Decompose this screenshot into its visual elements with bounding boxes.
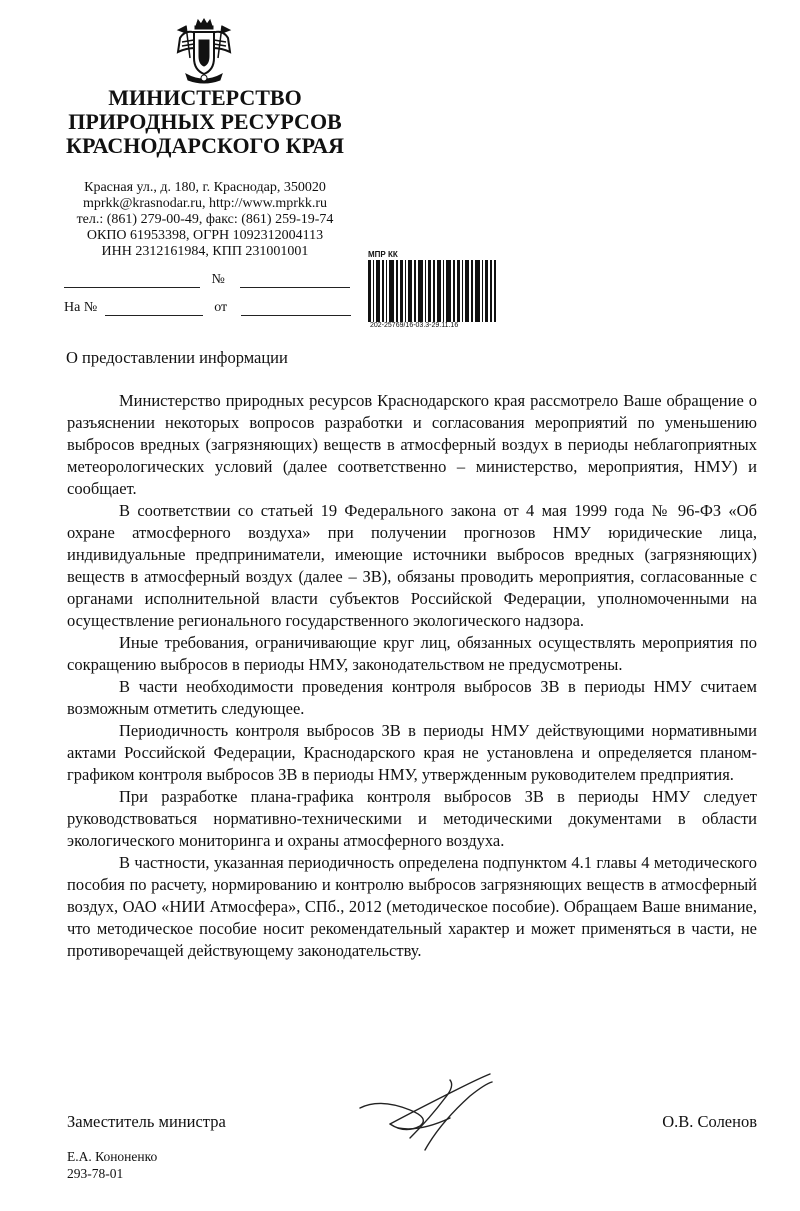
outgoing-number-line (64, 272, 350, 288)
body-paragraph: Периодичность контроля выбросов ЗВ в периоды НМУ действующими нормативными актами Российской Федерации, Краснодарского края не установлена и определяется планом-графиком контроля выбросов ЗВ в периоды НМУ, утвержденным руководителем предприятия. (67, 721, 757, 784)
body-paragraph: В части необходимости проведения контроля выбросов ЗВ в периоды НМУ считаем возможным отметить следующее. (67, 677, 757, 718)
contact-address: Красная ул., д. 180, г. Краснодар, 350020 (84, 180, 326, 195)
body-paragraph: В частности, указанная периодичность определена подпунктом 4.1 главы 4 методического пособия по расчету, нормированию и контролю выбросов загрязняющих веществ в атмосферный воздух, ОАО «НИИ Атмосфера», СПб., 2012 (методическое пособие). Обращаем Ваше внимание, что методическое пособие носит рекомендательный характер и может применяться в части, не противоречащей действующему законодательству. (67, 853, 757, 960)
body-paragraph: Министерство природных ресурсов Краснодарского края рассмотрело Ваше обращение о разъяснении некоторых вопросов разработки и согласования мероприятий по уменьшению выбросов вредных (загрязняющих) веществ в атмосферный воздух в периоды неблагоприятных метеорологических условий (далее соответственно – министерство, мероприятия, НМУ) и сообщает. (67, 391, 757, 498)
reference-from: от (214, 300, 228, 315)
reference-prefix: На № (64, 300, 98, 315)
body-paragraph: При разработке плана-графика контроля выбросов ЗВ в периоды НМУ следует руководствоваться нормативно-техническими и методическими документами в области экологического мониторинга и охраны атмосферного воздуха. (67, 787, 757, 850)
outgoing-number-blank (240, 273, 350, 288)
reference-line (64, 300, 351, 316)
barcode-icon (368, 260, 496, 322)
contact-okpo-ogrn: ОКПО 61953398, ОГРН 1092312004113 (86, 228, 324, 243)
contact-phone-fax: тел.: (861) 279-00-49, факс: (861) 259-19-74 (76, 212, 334, 227)
coat-of-arms-icon (172, 18, 236, 86)
reference-number-blank (105, 301, 203, 316)
stamp-code: 202-25769/16-03.3-29.11.16 (370, 322, 459, 329)
contact-inn-kpp: ИНН 2312161984, КПП 231001001 (101, 244, 309, 259)
ministry-line: ПРИРОДНЫХ РЕСУРСОВ (68, 109, 342, 134)
letter-subject: О предоставлении информации (66, 348, 288, 367)
handwritten-signature (350, 1068, 510, 1158)
letter-body (67, 390, 757, 962)
ministry-line: МИНИСТЕРСТВО (108, 85, 302, 110)
contact-email-web: mprkk@krasnodar.ru, http://www.mprkk.ru (82, 196, 328, 211)
ministry-line: КРАСНОДАРСКОГО КРАЯ (66, 133, 344, 158)
executor-info (67, 1148, 157, 1182)
reference-date-blank (241, 301, 351, 316)
signatory-name: О.В. Соленов (662, 1112, 757, 1131)
number-sign: № (211, 272, 225, 287)
outgoing-date-blank (64, 273, 200, 288)
executor-phone: 293-78-01 (67, 1166, 124, 1181)
signatory-position: Заместитель министра (67, 1112, 226, 1131)
executor-name: Е.А. Кононенко (67, 1149, 158, 1164)
body-paragraph: В соответствии со статьей 19 Федерального закона от 4 мая 1999 года № 96-ФЗ «Об охране атмосферного воздуха» при получении прогнозов НМУ юридические лица, индивидуальные предприниматели, имеющие источники выбросов вредных (загрязняющих) веществ в атмосферный воздух (далее – ЗВ), обязаны проводить мероприятия, согласованные с органами исполнительной власти субъектов Российской Федерации, уполномоченными на осуществление регионального государственного экологического надзора. (67, 501, 757, 630)
ministry-name (40, 86, 370, 158)
registration-stamp (366, 250, 506, 334)
body-paragraph: Иные требования, ограничивающие круг лиц, обязанных осуществлять мероприятия по сокращению выбросов в периоды НМУ, законодательством не предусмотрены. (67, 633, 757, 674)
ministry-contacts (40, 180, 370, 260)
stamp-label: МПР КК (368, 250, 398, 259)
